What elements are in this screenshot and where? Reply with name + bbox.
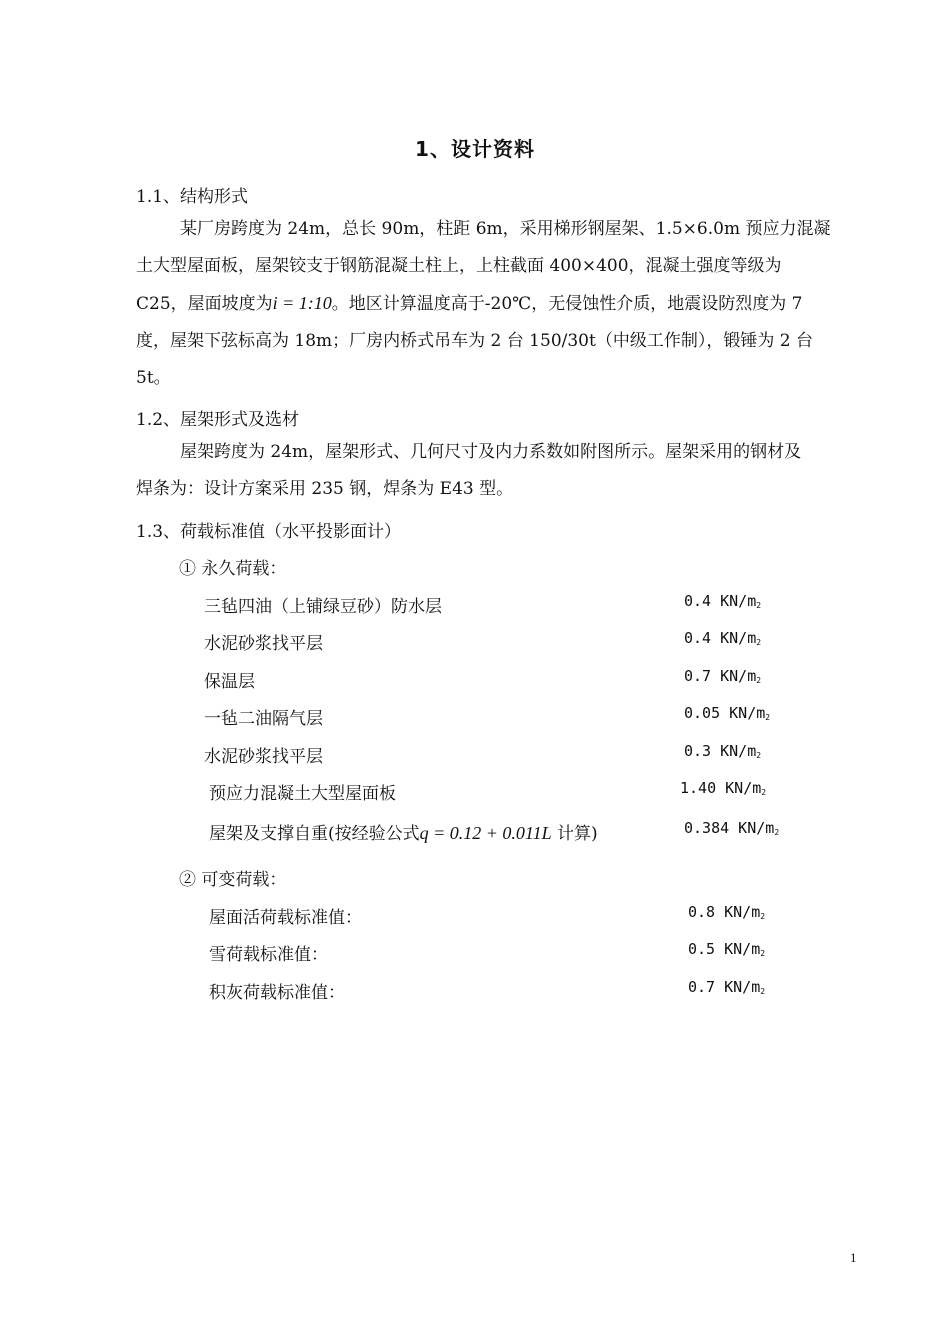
permanent-load-label: ① 永久荷载： bbox=[179, 559, 287, 579]
slope-formula: i = 1:10 bbox=[272, 293, 332, 313]
load-name: 雪荷载标准值： bbox=[209, 945, 328, 965]
paragraph-line bbox=[136, 285, 862, 323]
load-name: 积灰荷载标准值： bbox=[209, 983, 345, 1003]
load-name: 一毡二油隔气层 bbox=[204, 709, 323, 729]
selfweight-formula: q = 0.12 + 0.011L bbox=[419, 823, 552, 843]
page-number: 1 bbox=[850, 1250, 857, 1265]
load-name: 保温层 bbox=[204, 672, 255, 692]
load-value: 0.8 KN/m2 bbox=[688, 903, 766, 921]
section-heading-1-3: 1.3、荷载标准值（水平投影面计） bbox=[136, 522, 402, 542]
page-title: 1、设计资料 bbox=[415, 137, 535, 161]
load-value: 0.3 KN/m2 bbox=[684, 742, 762, 760]
paragraph-text: C25，屋面坡度为 bbox=[136, 294, 273, 314]
variable-load-label: ② 可变荷载： bbox=[179, 870, 287, 890]
load-row bbox=[0, 903, 950, 927]
load-row bbox=[0, 779, 950, 803]
load-row bbox=[0, 742, 950, 766]
paragraph-text: 。地区计算温度高于-20℃，无侵蚀性介质，地震设防烈度为 7 bbox=[331, 294, 803, 314]
load-row bbox=[0, 629, 950, 653]
paragraph-line: 某厂房跨度为 24m，总长 90m，柱距 6m，采用梯形钢屋架、1.5×6.0m 预应力混凝 bbox=[180, 219, 831, 239]
load-value: 0.7 KN/m2 bbox=[688, 978, 766, 996]
paragraph-line: 土大型屋面板，屋架铰支于钢筋混凝土柱上，上柱截面 400×400，混凝土强度等级为 bbox=[136, 256, 782, 276]
paragraph-line: 度，屋架下弦标高为 18m；厂房内桥式吊车为 2 台 150/30t（中级工作制），锻锤为 2 台 bbox=[136, 331, 813, 351]
load-name: 预应力混凝土大型屋面板 bbox=[209, 784, 396, 804]
load-name: 屋面活荷载标准值： bbox=[209, 908, 362, 928]
load-value: 0.4 KN/m2 bbox=[684, 629, 762, 647]
load-value: 1.40 KN/m2 bbox=[680, 779, 767, 797]
load-row bbox=[0, 940, 950, 964]
load-value: 0.5 KN/m2 bbox=[688, 940, 766, 958]
load-name: 水泥砂浆找平层 bbox=[204, 747, 323, 767]
section-1-2-paragraph bbox=[136, 434, 862, 508]
section-heading-1-2: 1.2、屋架形式及选材 bbox=[136, 410, 300, 430]
load-value: 0.05 KN/m2 bbox=[684, 704, 771, 722]
load-value: 0.384 KN/m2 bbox=[684, 819, 780, 837]
section-heading-1-1: 1.1、结构形式 bbox=[136, 187, 249, 207]
load-row bbox=[0, 704, 950, 728]
load-row-selfweight bbox=[0, 819, 950, 843]
load-name: 三毡四油（上铺绿豆砂）防水层 bbox=[204, 597, 442, 617]
load-name: 水泥砂浆找平层 bbox=[204, 634, 323, 654]
load-value: 0.4 KN/m2 bbox=[684, 592, 762, 610]
load-value: 0.7 KN/m2 bbox=[684, 667, 762, 685]
load-row bbox=[0, 978, 950, 1002]
paragraph-line: 焊条为：设计方案采用 235 钢，焊条为 E43 型。 bbox=[136, 479, 514, 499]
section-1-1-paragraph bbox=[136, 211, 862, 397]
load-name: 屋架及支撑自重(按经验公式q = 0.12 + 0.011L 计算) bbox=[209, 823, 598, 844]
paragraph-line: 5t。 bbox=[136, 368, 171, 388]
load-row bbox=[0, 592, 950, 616]
load-row bbox=[0, 667, 950, 691]
paragraph-line: 屋架跨度为 24m，屋架形式、几何尺寸及内力系数如附图所示。屋架采用的钢材及 bbox=[180, 442, 802, 462]
